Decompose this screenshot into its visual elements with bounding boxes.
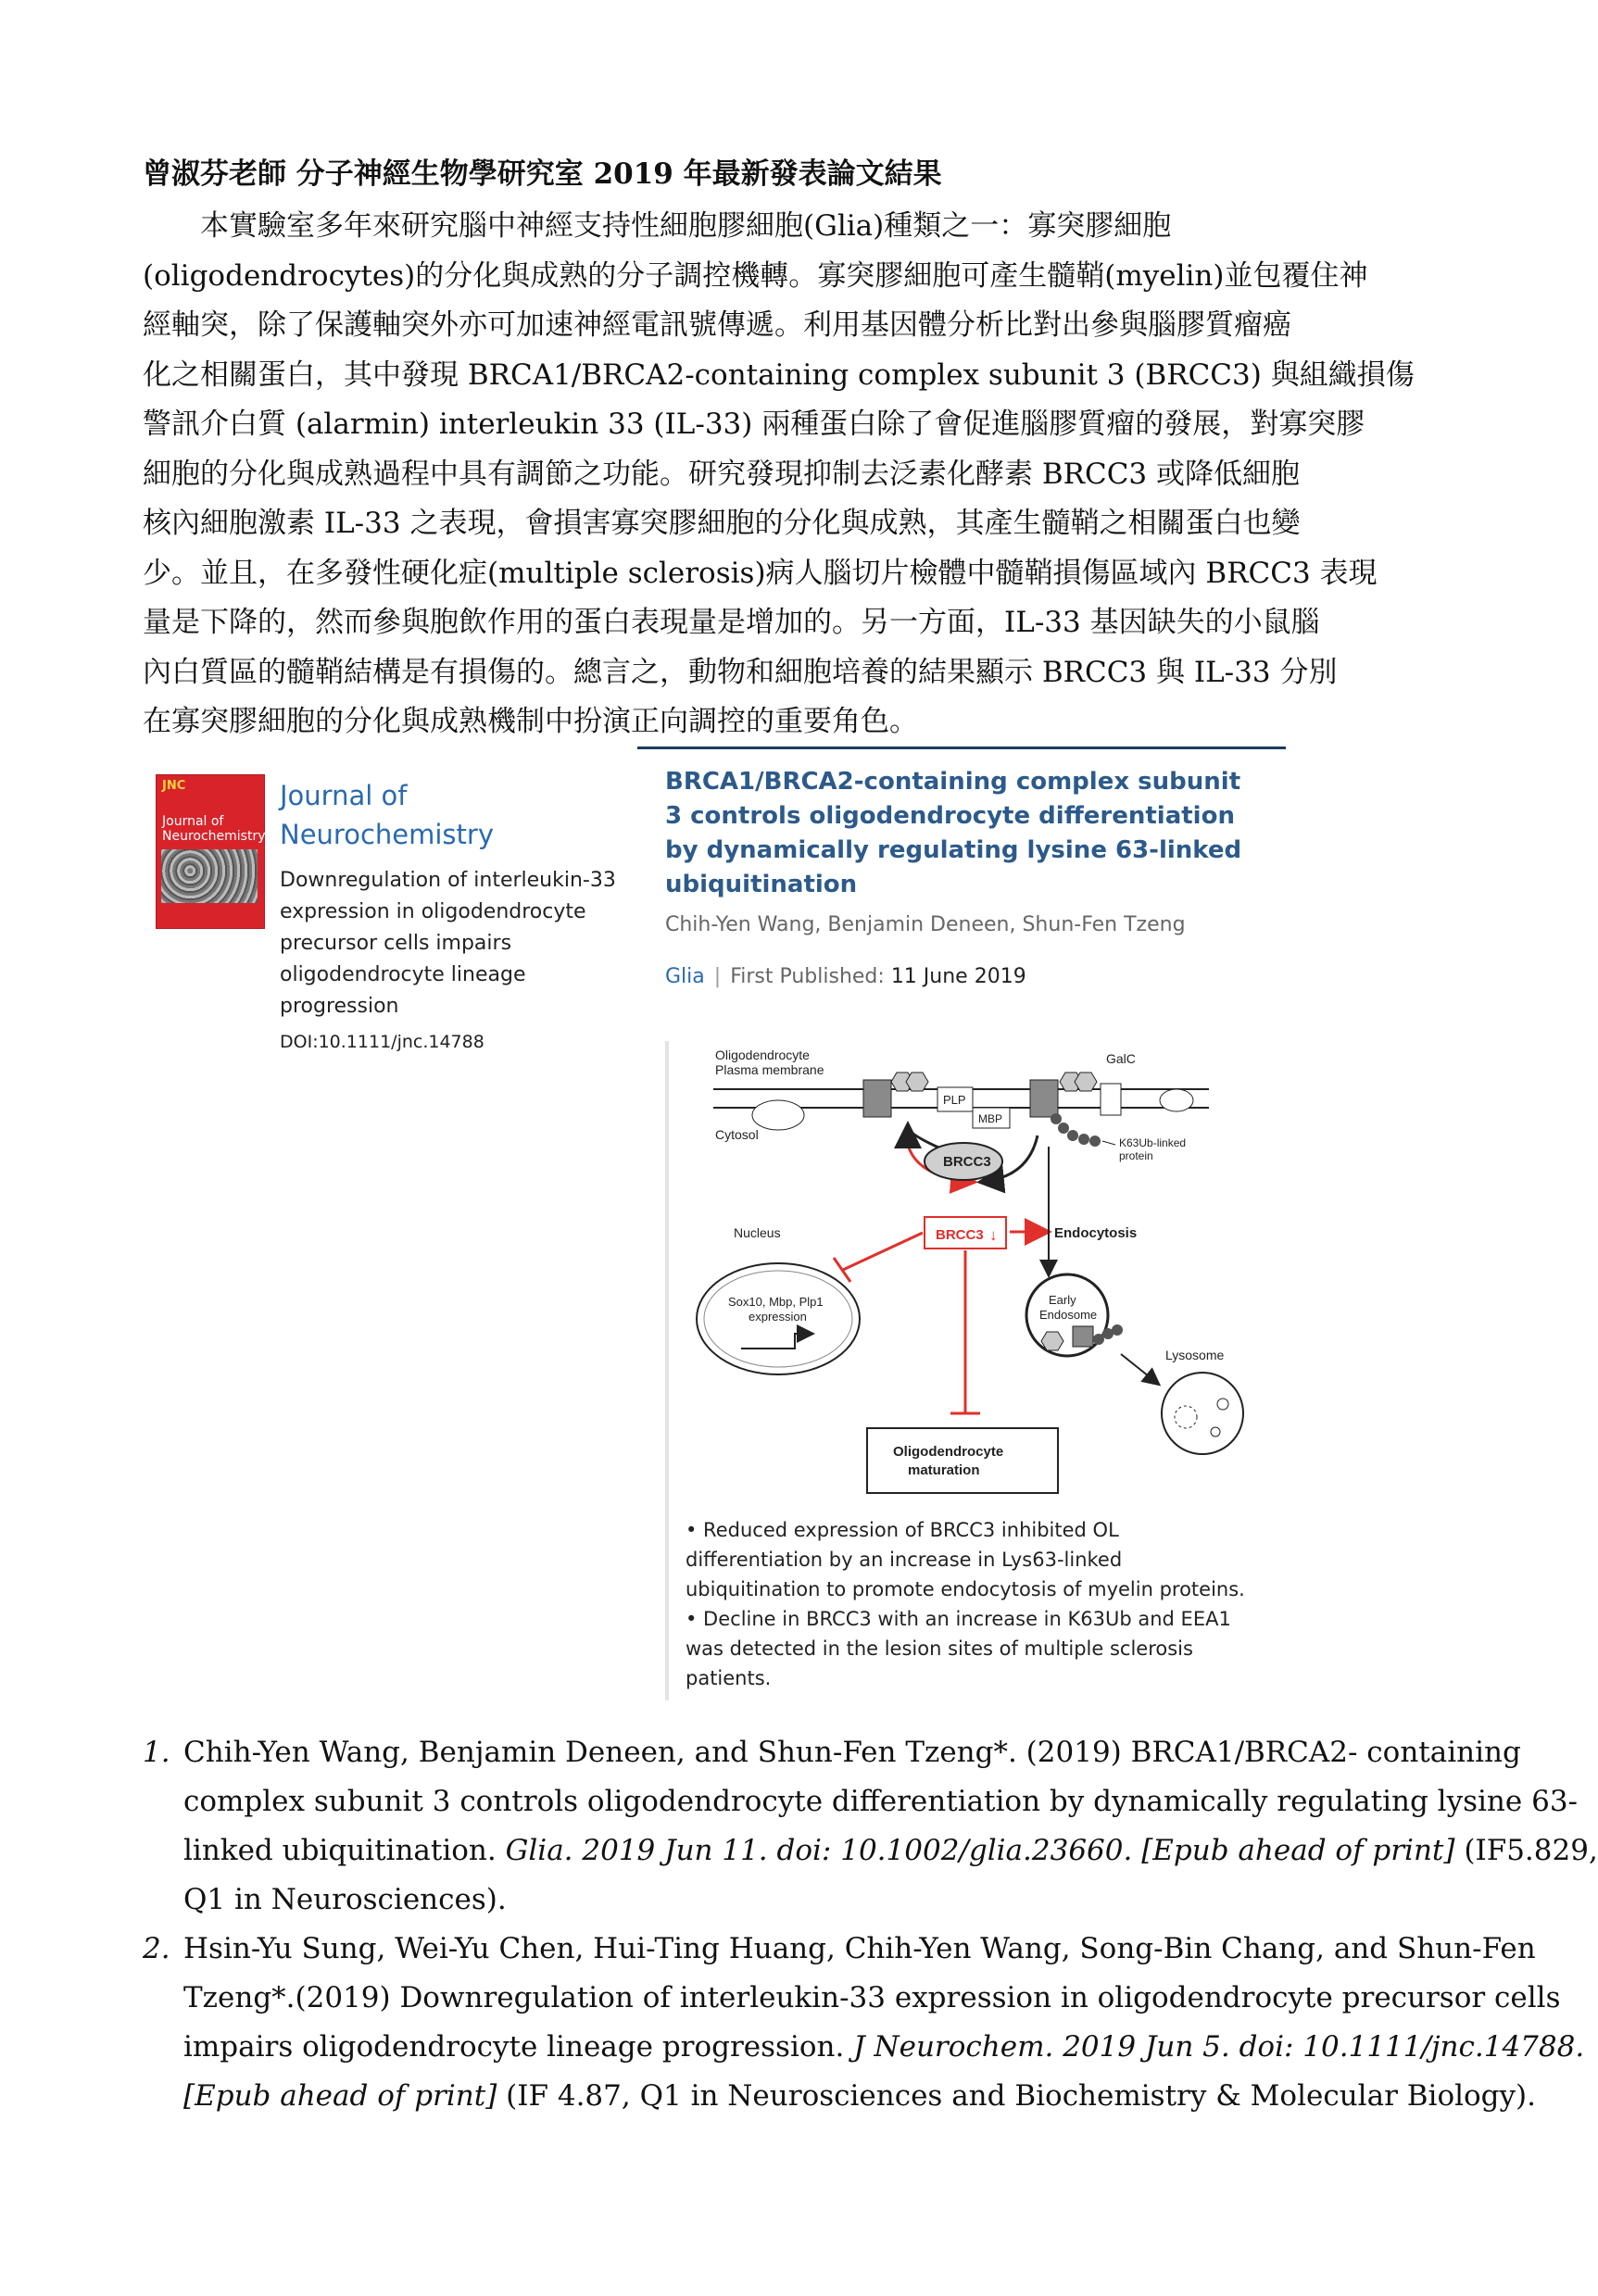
cover-micrograph	[161, 849, 258, 903]
reference-number: 2.	[143, 1932, 170, 1965]
doi-value: 10.1111/jnc.14788	[318, 1032, 484, 1052]
citation-italic: Glia. 2019 Jun 11. doi: 10.1002/glia.23660. [Epub ahead of print]	[505, 1834, 1455, 1867]
journal-link[interactable]: Glia	[665, 965, 705, 988]
doi-label: DOI:	[280, 1032, 319, 1052]
paragraph-line: 經軸突，除了保護軸突外亦可加速神經電訊號傳遞。利用基因體分析比對出參與腦膠質瘤癌	[143, 308, 1291, 342]
galc-label: GalC	[1106, 1051, 1136, 1066]
journal-name	[280, 776, 494, 854]
mbp-label: MBP	[978, 1112, 1003, 1125]
membrane-label-1: Oligodendrocyte	[715, 1048, 810, 1062]
reference-line	[183, 1777, 1579, 1826]
jnc-article-card	[156, 774, 637, 1080]
journal-name-line2: Neurochemistry	[280, 819, 494, 850]
paragraph-line: 內白質區的髓鞘結構是有損傷的。總言之，動物和細胞培養的結果顯示 BRCC3 與 IL-33 分別	[143, 655, 1338, 689]
abstract-rule	[665, 1041, 669, 1700]
cover-title: Journal of Neurochemistry	[162, 814, 266, 844]
early-endosome-label-2: Endosome	[1039, 1308, 1098, 1322]
separator: |	[713, 965, 722, 988]
maturation-label-1: Oligodendrocyte	[893, 1444, 1004, 1460]
citation-text: (IF5.829,	[1454, 1834, 1598, 1867]
glia-article-title: BRCA1/BRCA2-containing complex subunit 3 controls oligodendrocyte differentiation by dynamically regulating lysine 63-linked ubiquitination	[665, 768, 1242, 898]
paragraph-line: 細胞的分化與成熟過程中具有調節之功能。研究發現抑制去泛素化酵素 BRCC3 或降低細胞	[143, 457, 1300, 491]
plp-label: PLP	[943, 1093, 966, 1107]
vesicle-right	[1160, 1089, 1193, 1111]
first-published-label: First Published:	[730, 965, 885, 988]
paragraph-line: 本實驗室多年來研究腦中神經支持性細胞膠細胞(Glia)種類之一：寡突膠細胞	[143, 209, 1172, 243]
endocytosis-label: Endocytosis	[1054, 1225, 1138, 1241]
membrane-label-2: Plasma membrane	[715, 1062, 824, 1077]
paragraph-line: 量是下降的，然而參與胞飲作用的蛋白表現量是增加的。另一方面，IL-33 基因缺失的小鼠腦	[143, 606, 1320, 639]
maturation-box	[867, 1428, 1058, 1493]
reference-item	[143, 1925, 1585, 2121]
reference-list	[143, 1728, 1598, 2121]
inhibit-nucleus	[843, 1233, 923, 1270]
ub-chain-5	[1089, 1135, 1101, 1147]
maturation-label-2: maturation	[908, 1462, 980, 1478]
reference-line	[183, 1826, 1598, 1876]
k63-label-2: protein	[1119, 1149, 1153, 1162]
ub-chain-4	[1078, 1134, 1089, 1145]
lysosome	[1162, 1373, 1243, 1454]
citation-text: impairs oligodendrocyte lineage progression.	[183, 2030, 854, 2064]
reference-line	[183, 1876, 1347, 1925]
paragraph-line: 核內細胞激素 IL-33 之表現，會損害寡突膠細胞的分化與成熟，其產生髓鞘之相關蛋白也變	[143, 507, 1301, 540]
citation-text: Hsin-Yu Sung, Wei-Yu Chen, Hui-Ting Huang, Chih-Yen Wang, Song-Bin Chang, and Shun-Fen	[183, 1932, 1536, 1965]
reference-item	[143, 1728, 1598, 1925]
expression-label-2: expression	[749, 1310, 807, 1324]
citation-text: (IF 4.87, Q1 in Neurosciences and Biochemistry & Molecular Biology).	[497, 2079, 1536, 2113]
first-published-date: 11 June 2019	[890, 965, 1026, 988]
page-heading: 曾淑芬老師 分子神經生物學研究室 2019 年最新發表論文結果	[143, 157, 942, 191]
endosome-cargo-1	[1073, 1326, 1093, 1347]
vesicle-left	[752, 1100, 804, 1130]
citation-text: linked ubiquitination.	[183, 1834, 506, 1867]
early-endosome-label-1: Early	[1049, 1293, 1076, 1307]
journal-cover-image	[156, 774, 265, 929]
k63-label-1: K63Ub-linked	[1119, 1136, 1187, 1149]
down-arrow-glyph: ↓	[989, 1226, 998, 1244]
citation-text: Tzeng*.(2019) Downregulation of interleukin-33 expression in oligodendrocyte precursor cells	[183, 1981, 1561, 2014]
reference-number: 1.	[143, 1736, 170, 1769]
reference-line	[183, 2072, 1536, 2121]
brcc3-complex-label: BRCC3	[943, 1154, 991, 1170]
brcc3-down-label: BRCC3	[936, 1227, 984, 1243]
cover-logo: JNC	[162, 779, 186, 793]
paragraph-line: 少。並且，在多發性硬化症(multiple sclerosis)病人腦切片檢體中髓鞘損傷區域內 BRCC3 表現	[143, 556, 1378, 590]
jnc-article-title: Downregulation of interleukin-33 expression in oligodendrocyte precursor cells impairs oligodendrocyte lineage progression	[280, 869, 616, 1018]
citation-italic: J Neurochem. 2019 Jun 5. doi: 10.1111/jnc.14788.	[853, 2030, 1585, 2064]
membrane-protein-right-2	[1101, 1084, 1121, 1115]
paragraph-line: 警訊介白質 (alarmin) interleukin 33 (IL-33) 兩種蛋白除了會促進腦膠質瘤的發展，對寡突膠	[143, 408, 1365, 441]
cytosol-label: Cytosol	[715, 1127, 759, 1142]
reference-line	[183, 1925, 1536, 1974]
glia-authors: Chih-Yen Wang, Benjamin Deneen, Shun-Fen Tzeng	[665, 913, 1186, 936]
journal-name-line1: Journal of	[280, 780, 408, 811]
glia-article-card	[637, 747, 1286, 1700]
reference-line	[183, 2023, 1585, 2072]
card-divider	[637, 747, 1286, 749]
graphical-abstract-diagram	[686, 1043, 1241, 1524]
membrane-protein-right	[1030, 1080, 1058, 1117]
reference-line	[183, 1974, 1561, 2023]
paragraph-line: 化之相關蛋白，其中發現 BRCA1/BRCA2-containing complex subunit 3 (BRCC3) 與組織損傷	[143, 358, 1415, 392]
to-lysosome-arrow	[1121, 1354, 1158, 1384]
glia-summary: • Reduced expression of BRCC3 inhibited OL differentiation by an increase in Lys63-linked ubiquitination to promote endocytosis of myelin proteins. • Decline in BRCC3 with an increase in K63Ub and EEA1 was detected in the lesion sites of multiple sclerosis patients.	[686, 1519, 1245, 1689]
citation-text: Chih-Yen Wang, Benjamin Deneen, and Shun-Fen Tzeng*. (2019) BRCA1/BRCA2- containing	[183, 1736, 1521, 1769]
jnc-doi	[280, 1032, 484, 1052]
ub-chain-3	[1067, 1130, 1078, 1141]
citation-text: Q1 in Neurosciences).	[183, 1883, 507, 1916]
plp-protein	[863, 1080, 891, 1117]
ub-chain-1	[1051, 1113, 1062, 1124]
citation-italic: [Epub ahead of print]	[183, 2079, 497, 2113]
paragraph-line: 在寡突膠細胞的分化與成熟機制中扮演正向調控的重要角色。	[143, 705, 918, 738]
endosome-ub-1	[1093, 1334, 1104, 1345]
citation-text: complex subunit 3 controls oligodendrocyte differentiation by dynamically regulating lysine 63-	[183, 1785, 1579, 1818]
endosome-ub-3	[1112, 1324, 1123, 1336]
lysosome-label: Lysosome	[1165, 1348, 1225, 1362]
reference-line	[183, 1728, 1521, 1777]
publication-info	[665, 965, 1026, 988]
paragraph-line: (oligodendrocytes)的分化與成熟的分子調控機轉。寡突膠細胞可產生髓鞘(myelin)並包覆住神	[143, 258, 1368, 293]
ub-chain-2	[1058, 1123, 1069, 1134]
k63-pointer	[1102, 1141, 1115, 1145]
expression-label-1: Sox10, Mbp, Plp1	[728, 1295, 824, 1309]
inhibit-bar-nucleus	[834, 1258, 850, 1282]
nucleus-label: Nucleus	[734, 1225, 781, 1240]
